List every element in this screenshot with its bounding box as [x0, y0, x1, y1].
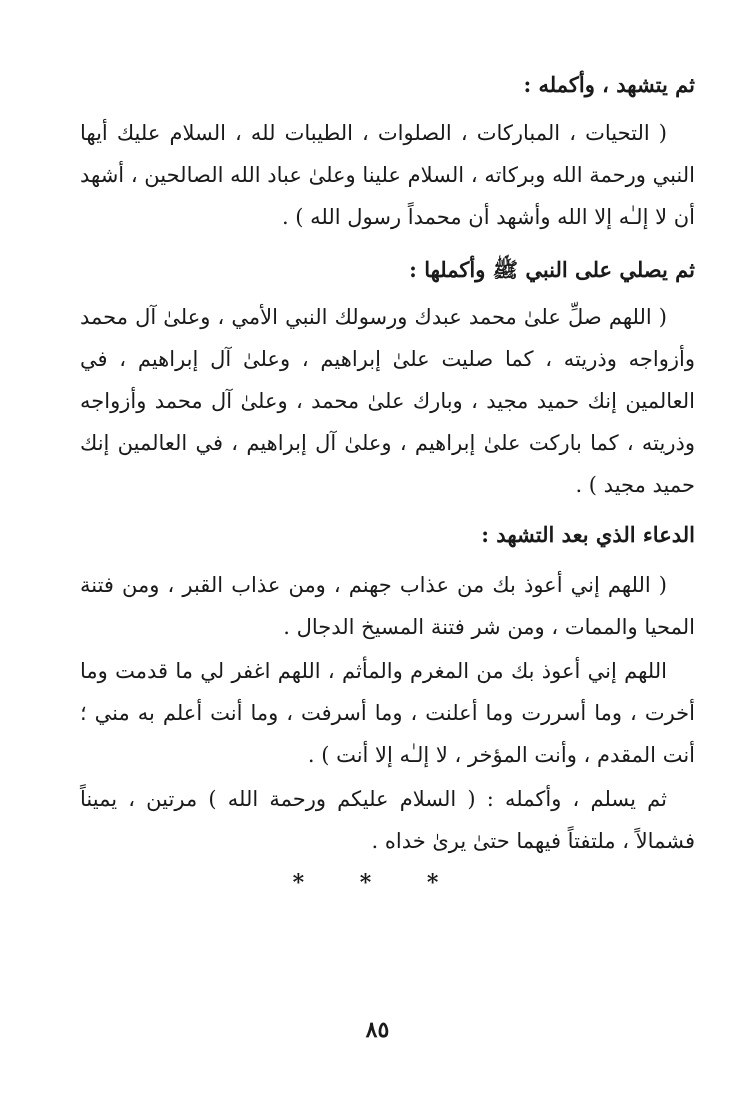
- paragraph-tahiyyat: ( التحيات ، المباركات ، الصلوات ، الطيبات لله ، السلام عليك أيها النبي ورحمة الله وبركاته ، السلام علينا وعلىٰ عباد الله الصالحين ، أشهد أن لا إلـٰه إلا الله وأشهد أن محمداً رسول الله ) .: [80, 121, 695, 229]
- paragraph-dua-2: اللهم إني أعوذ بك من المغرم والمأثم ، اللهم اغفر لي ما قدمت وما أخرت ، وما أسررت وما أعلنت ، وما أسرفت ، وما أنت أعلم به مني ؛ أنت المقدم ، وأنت المؤخر ، لا إلـٰه إلا أنت ) .: [80, 659, 695, 767]
- heading-dua-after-tashahhud: الدعاء الذي بعد التشهد :: [481, 522, 695, 547]
- paragraph-dua-1: ( اللهم إني أعوذ بك من عذاب جهنم ، ومن عذاب القبر ، ومن فتنة المحيا والممات ، ومن شر فتنة المسيخ الدجال .: [80, 573, 695, 639]
- heading-salat-nabi: ثم يصلي على النبي ﷺ وأكملها :: [409, 257, 695, 282]
- paragraph-taslim: ثم يسلم ، وأكمله : ( السلام عليكم ورحمة الله ) مرتين ، يميناً فشمالاً ، ملتفتاً فيهما حتىٰ يرىٰ خداه .: [80, 787, 695, 853]
- heading-tashahhud: ثم يتشهد ، وأكمله :: [523, 72, 695, 97]
- section-separator: * * *: [292, 870, 463, 896]
- page-number: ٨٥: [365, 1017, 390, 1043]
- paragraph-salat-ibrahimiyya: ( اللهم صلِّ علىٰ محمد عبدك ورسولك النبي الأمي ، وعلىٰ آل محمد وأزواجه وذريته ، كما صليت علىٰ إبراهيم ، وعلىٰ آل إبراهيم ، في العالمين إنك حميد مجيد ، وبارك علىٰ محمد ، وعلىٰ آل محمد وأزواجه وذريته ، كما باركت علىٰ إبراهيم ، وعلىٰ آل إبراهيم ، في العالمين إنك حميد مجيد ) .: [80, 305, 695, 497]
